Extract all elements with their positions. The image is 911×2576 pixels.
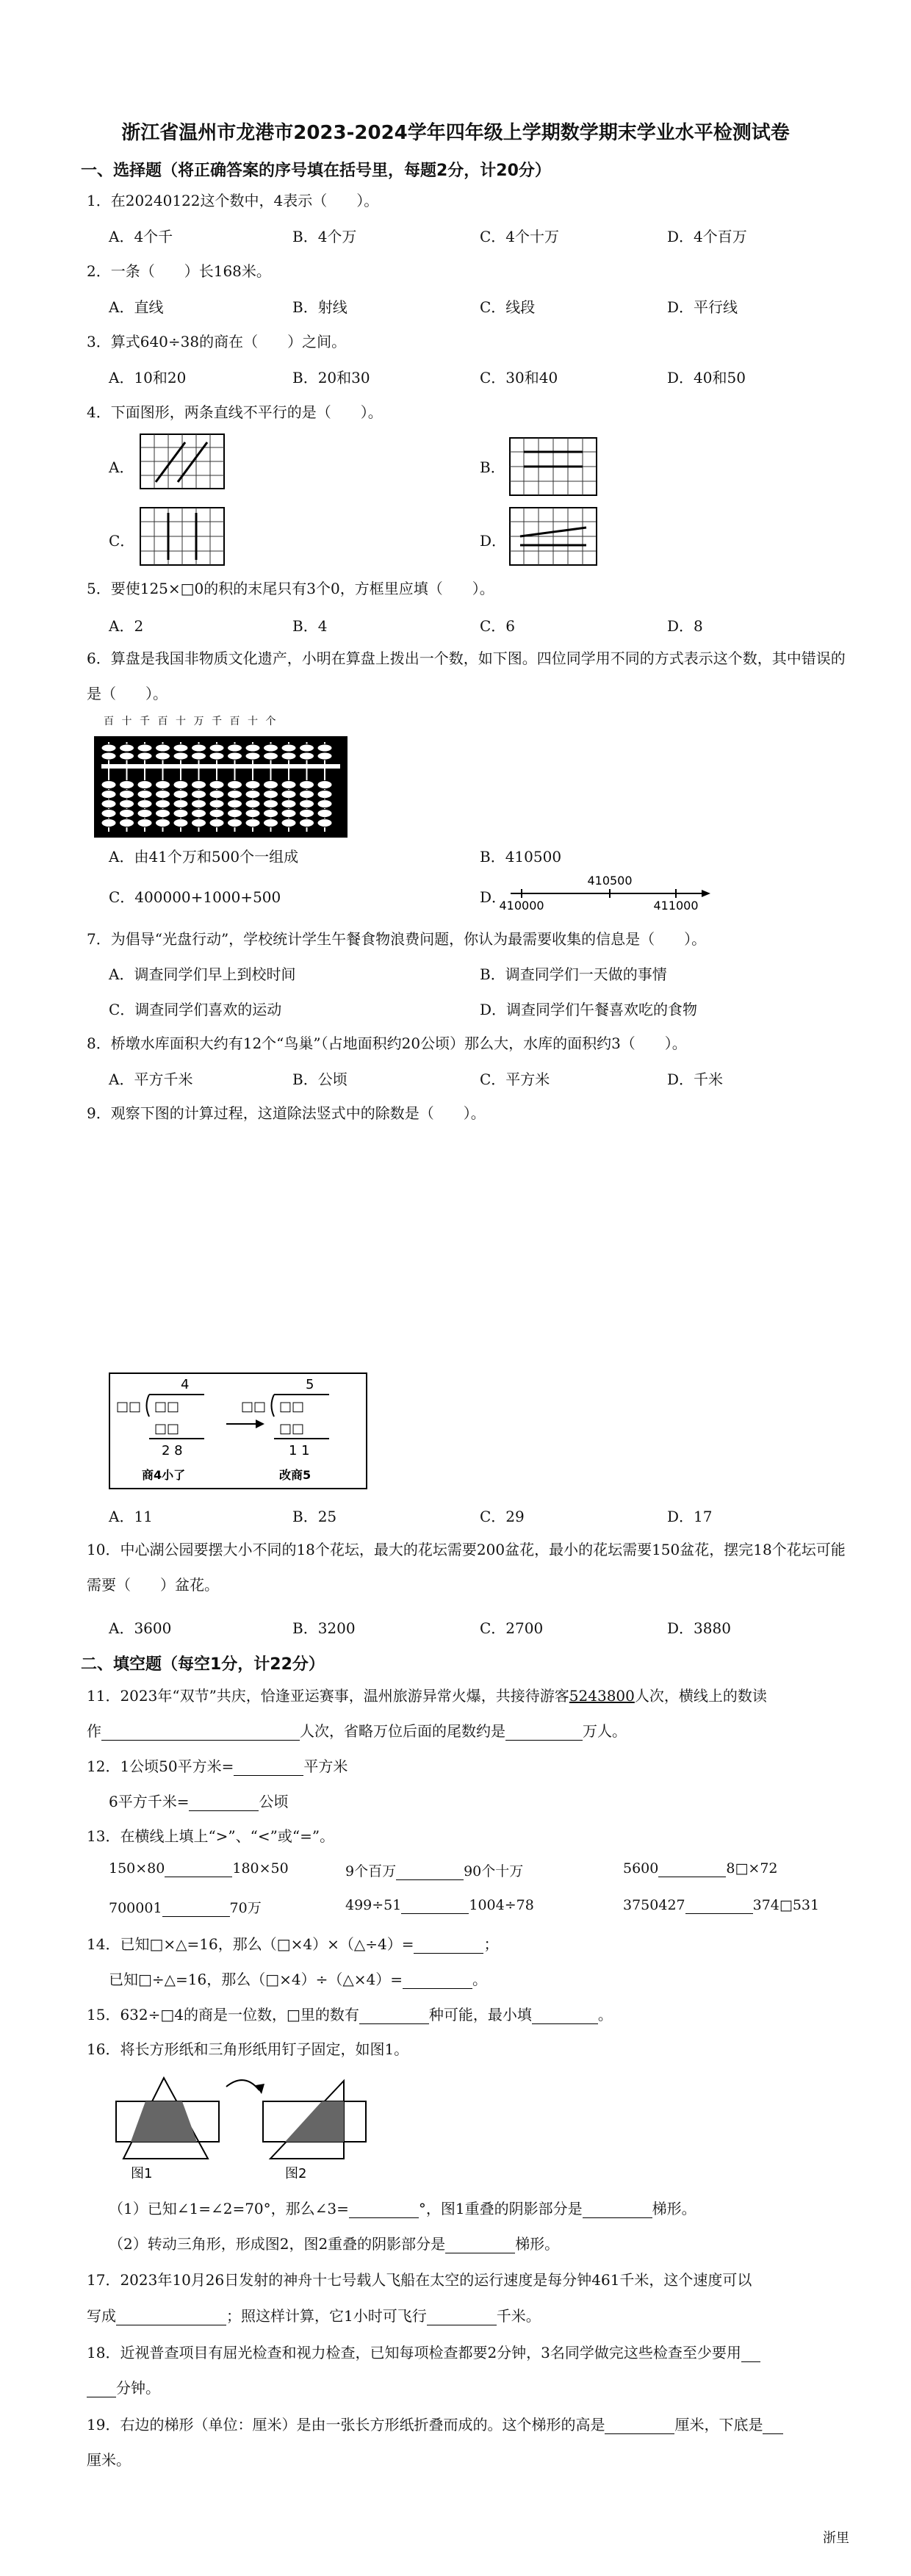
abacus-bead [137,752,152,760]
option[interactable]: B．410500 [480,848,562,866]
abacus-bead [192,810,206,818]
option[interactable]: D．平行线 [667,298,738,316]
grid-figure-c [140,507,225,566]
question-2: 2．一条（ ）长168米。 [87,262,271,280]
abacus-bead [281,781,296,789]
option[interactable]: B．公顷 [292,1071,348,1088]
abacus-bead [317,752,332,760]
page-title: 浙江省温州市龙港市2023-2024学年四年级上学期数学期末学业水平检测试卷 [121,122,790,144]
abacus-bead [300,819,314,827]
abacus-bead [245,791,260,799]
abacus-bead [281,810,296,818]
abacus-bead [101,819,116,827]
answer-blank[interactable] [101,1722,300,1741]
answer-blank[interactable] [685,1897,753,1914]
figure-1-caption: 图1 [131,2166,153,2181]
option[interactable]: C．6 [480,617,516,635]
answer-blank[interactable] [505,1722,583,1741]
compare-item: 3750427 374□531 [623,1897,820,1913]
option[interactable]: B．射线 [292,298,348,316]
abacus-bead [120,791,134,799]
abacus-bead [173,810,188,818]
option[interactable]: A．3600 [109,1619,172,1637]
answer-blank[interactable] [763,2416,783,2434]
option[interactable]: D．8 [667,617,703,635]
option[interactable]: D．3880 [667,1619,731,1637]
answer-blank[interactable] [87,2379,116,2397]
figure-2-caption: 图2 [285,2166,307,2181]
compare-item: 9个百万 90个十万 [345,1863,524,1879]
answer-blank[interactable] [741,2344,760,2362]
question-12-line2: 6平方千米= 公顷 [109,1793,289,1810]
abacus-bead [156,819,170,827]
abacus-bead [300,752,314,760]
option[interactable]: D．17 [667,1508,713,1525]
abacus-bead [192,819,206,827]
caption-right: 改商5 [279,1468,312,1482]
abacus-bead [192,800,206,808]
answer-blank[interactable] [658,1860,726,1877]
answer-blank[interactable] [116,2307,226,2325]
question-11-line2: 作 人次，省略万位后面的尾数约是 万人。 [87,1722,627,1740]
abacus-bead [101,800,116,808]
abacus-bead [317,819,332,827]
abacus-bead [137,744,152,752]
abacus-bead [228,791,242,799]
option[interactable]: B．3200 [292,1619,356,1637]
question-7: 7．为倡导“光盘行动”，学校统计学生午餐食物浪费问题，你认为最需要收集的信息是（ ）。 [87,930,707,948]
abacus-bead [173,781,188,789]
question-19-line1: 19．右边的梯形（单位：厘米）是由一张长方形纸折叠而成的。这个梯形的高是 厘米，下底是 [87,2413,783,2434]
answer-blank[interactable] [189,1793,259,1811]
abacus-bead [120,752,134,760]
abacus-bead [281,819,296,827]
answer-blank[interactable] [162,1900,230,1917]
abacus-place-label: 万 [193,716,204,727]
numberline-left-label: 410000 [499,899,544,913]
abacus-figure [94,713,348,838]
abacus-bead [120,744,134,752]
question-3: 3．算式640÷38的商在（ ）之间。 [87,333,347,350]
option[interactable]: B．4个万 [292,228,357,245]
answer-blank[interactable] [403,1971,472,1989]
abacus-bead [137,819,152,827]
partial-left: □□ [154,1421,180,1436]
number-line [499,873,713,913]
option[interactable]: D．4个百万 [667,228,747,245]
question-16-part1: （1）已知∠1=∠2=70°，那么∠3= °，图1重叠的阴影部分是 梯形。 [109,2200,696,2217]
abacus-bead [228,810,242,818]
abacus-place-label: 个 [265,716,276,727]
abacus-bead [245,819,260,827]
compare-item: 5600 8□×72 [623,1860,778,1877]
caption-left: 商4小了 [142,1468,186,1482]
option[interactable]: D．40和50 [667,369,746,386]
question-13: 13．在横线上填上“>”、“<”或“=”。 [87,1827,335,1845]
abacus-bead [228,819,242,827]
question-11-line1: 11．2023年“双节”共庆，恰逢亚运赛事，温州旅游异常火爆，共接待游客5243800人次，横线上的数读 [87,1687,767,1705]
numberline-top-label: 410500 [587,874,633,888]
answer-blank[interactable] [445,2235,515,2253]
abacus-bead [300,781,314,789]
option[interactable]: D．调查同学们午餐喜欢吃的食物 [480,1001,698,1018]
partial-right: □□ [279,1421,305,1436]
option[interactable]: C．4个十万 [480,228,560,245]
abacus-bead [101,781,116,789]
option[interactable]: A．直线 [109,298,164,316]
remainder-left: 2 8 [162,1443,183,1458]
abacus-bead [317,800,332,808]
option[interactable]: C．400000+1000+500 [109,888,281,906]
abacus-bead [120,819,134,827]
abacus-bead [209,819,224,827]
option[interactable]: B．4 [292,617,328,635]
option[interactable]: C． [109,532,135,550]
abacus-bead [300,744,314,752]
question-6: 6．算盘是我国非物质文化遗产，小明在算盘上拨出一个数，如下图。四位同学用不同的方式表示这个数，其中错误的是（ ）。 [87,650,846,702]
abacus-place-label: 千 [140,716,150,727]
abacus-bead [101,810,116,818]
question-10: 10．中心湖公园要摆大小不同的18个花坛，最大的花坛需要200盆花，最小的花坛需要150盆花，摆完18个花坛可能需要（ ）盆花。 [87,1541,846,1594]
abacus-bead [209,791,224,799]
grid-figure-a [140,433,225,489]
question-12-line1: 12．1公顷50平方米= 平方米 [87,1757,348,1775]
section-2-heading: 二、填空题（每空1分，计22分） [81,1655,325,1674]
abacus-bead [173,819,188,827]
dividend-left: □□ [154,1399,180,1414]
option[interactable]: C．线段 [480,298,536,316]
question-17-line2: 写成 ；照这样计算，它1小时可飞行 千米。 [87,2307,541,2325]
abacus-bead [173,791,188,799]
abacus-bead [245,800,260,808]
answer-blank[interactable] [605,2416,674,2434]
abacus-bead [192,781,206,789]
abacus-bead [192,752,206,760]
underlined-number: 5243800 [569,1687,635,1705]
triangle-figures [109,2072,373,2182]
abacus-bead [156,810,170,818]
option[interactable]: A．平方千米 [109,1071,193,1088]
abacus-bead [156,781,170,789]
option[interactable]: D．千米 [667,1071,724,1088]
abacus-bead [209,744,224,752]
option[interactable]: B．20和30 [292,369,370,386]
abacus-bead [101,752,116,760]
abacus-place-label: 十 [121,716,132,727]
compare-item: 700001 70万 [109,1900,262,1916]
quotient-right: 5 [306,1377,314,1392]
abacus-bead [264,810,278,818]
option[interactable]: D． [480,532,507,550]
question-16-part2: （2）转动三角形，形成图2，图2重叠的阴影部分是 梯形。 [109,2235,560,2253]
abacus-bead [137,810,152,818]
option[interactable]: A．2 [109,617,144,635]
question-5: 5．要使125×□0的积的末尾只有3个0，方框里应填（ ）。 [87,580,494,597]
abacus-bead [173,752,188,760]
remainder-right: 1 1 [289,1443,310,1458]
option[interactable]: C．29 [480,1508,525,1525]
abacus-bead [245,752,260,760]
abacus-bead [317,810,332,818]
option[interactable]: A．11 [109,1508,153,1525]
option[interactable]: B．调查同学们一天做的事情 [480,965,667,983]
grid-figure-b [509,437,597,496]
question-4: 4．下面图形，两条直线不平行的是（ ）。 [87,403,383,421]
option[interactable]: C．平方米 [480,1071,550,1088]
answer-blank[interactable] [427,2307,497,2325]
answer-blank[interactable] [401,1897,469,1914]
question-18-line1: 18．近视普查项目有屈光检查和视力检查，已知每项检查都要2分钟，3名同学做完这些检查至少要用 [87,2341,760,2362]
abacus-bead [245,781,260,789]
answer-blank[interactable] [234,1757,303,1776]
abacus-place-label: 十 [176,716,186,727]
abacus-bead [228,800,242,808]
question-1: 1．在20240122这个数中，4表示（ ）。 [87,192,379,209]
abacus-bead [156,791,170,799]
abacus-bead [264,800,278,808]
grid-figure-d [509,507,597,566]
answer-blank[interactable] [414,1935,483,1954]
answer-blank[interactable] [165,1860,232,1877]
abacus-bead [245,744,260,752]
divisor-left: □□ [116,1399,142,1414]
abacus-bead [228,744,242,752]
option[interactable]: B．25 [292,1508,337,1525]
abacus-bead [173,744,188,752]
abacus-bead [156,800,170,808]
compare-item: 150×80 180×50 [109,1860,289,1877]
abacus-bead [264,791,278,799]
abacus-bead [281,800,296,808]
section-1-heading: 一、选择题（将正确答案的序号填在括号里，每题2分，计20分） [81,162,551,180]
question-14-line1: 14．已知□×△=16，那么（□×4）×（△÷4）= ； [87,1935,499,1953]
abacus-bead [300,800,314,808]
abacus-bead [209,800,224,808]
question-14-line2: 已知□÷△=16，那么（□×4）÷（△×4）= 。 [109,1971,487,1988]
abacus-bead [101,744,116,752]
option[interactable]: C．2700 [480,1619,544,1637]
option[interactable]: C．调查同学们喜欢的运动 [109,1001,282,1018]
divisor-right: □□ [241,1399,267,1414]
abacus-bead [156,744,170,752]
question-18-line2: 分钟。 [87,2376,160,2397]
abacus-bead [264,744,278,752]
quotient-left: 4 [181,1377,190,1392]
question-9: 9．观察下图的计算过程，这道除法竖式中的除数是（ ）。 [87,1104,486,1122]
option[interactable]: D． [480,888,507,906]
abacus-bead [228,752,242,760]
abacus-bead [101,791,116,799]
question-16: 16．将长方形纸和三角形纸用钉子固定，如图1。 [87,2040,409,2058]
abacus-bead [156,752,170,760]
abacus-place-label: 十 [248,716,258,727]
abacus-bead [173,800,188,808]
abacus-bead [317,791,332,799]
abacus-bead [209,781,224,789]
abacus-place-label: 千 [212,716,222,727]
question-19-line2: 厘米。 [87,2451,131,2469]
abacus-bead [120,800,134,808]
abacus-place-label: 百 [229,716,240,727]
option[interactable]: A．4个千 [109,228,173,245]
abacus-bead [317,781,332,789]
abacus-bead [120,781,134,789]
option[interactable]: A．10和20 [109,369,187,386]
question-8: 8．桥墩水库面积大约有12个“鸟巢”（占地面积约20公顷）那么大，水库的面积约3（ ）。 [87,1035,687,1052]
abacus-place-label: 百 [157,716,168,727]
question-17-line1: 17．2023年10月26日发射的神舟十七号载人飞船在太空的运行速度是每分钟461千米，这个速度可以 [87,2271,752,2289]
compare-item: 499÷51 1004÷78 [345,1897,534,1913]
answer-blank[interactable] [349,2200,419,2218]
numberline-right-label: 411000 [653,899,699,913]
abacus-bead [192,744,206,752]
abacus-bead [281,744,296,752]
option[interactable]: C．30和40 [480,369,558,386]
abacus-bead [300,791,314,799]
abacus-bead [228,781,242,789]
abacus-bead [317,744,332,752]
abacus-bead [264,819,278,827]
abacus-bead [137,781,152,789]
answer-blank[interactable] [396,1863,464,1880]
option[interactable]: A．调查同学们早上到校时间 [109,965,296,983]
abacus-bead [120,810,134,818]
abacus-bead [245,810,260,818]
footer-watermark: 浙里 [823,2530,849,2546]
abacus-bead [137,800,152,808]
abacus-bead [209,752,224,760]
abacus-bead [264,781,278,789]
answer-blank[interactable] [359,2006,429,2024]
division-figure [109,1372,367,1490]
abacus-bead [192,791,206,799]
answer-blank[interactable] [532,2006,598,2024]
option[interactable]: B． [480,458,505,476]
option[interactable]: A．由41个万和500个一组成 [109,848,299,866]
abacus-bead [209,810,224,818]
abacus-bead [281,752,296,760]
question-15: 15．632÷□4的商是一位数，□里的数有 种可能，最小填 。 [87,2006,613,2023]
abacus-place-label: 百 [104,716,114,727]
abacus-bead [300,810,314,818]
option[interactable]: A． [109,458,134,476]
dividend-right: □□ [279,1399,305,1414]
abacus-bead [264,752,278,760]
abacus-bead [137,791,152,799]
answer-blank[interactable] [583,2200,652,2218]
abacus-bead [281,791,296,799]
